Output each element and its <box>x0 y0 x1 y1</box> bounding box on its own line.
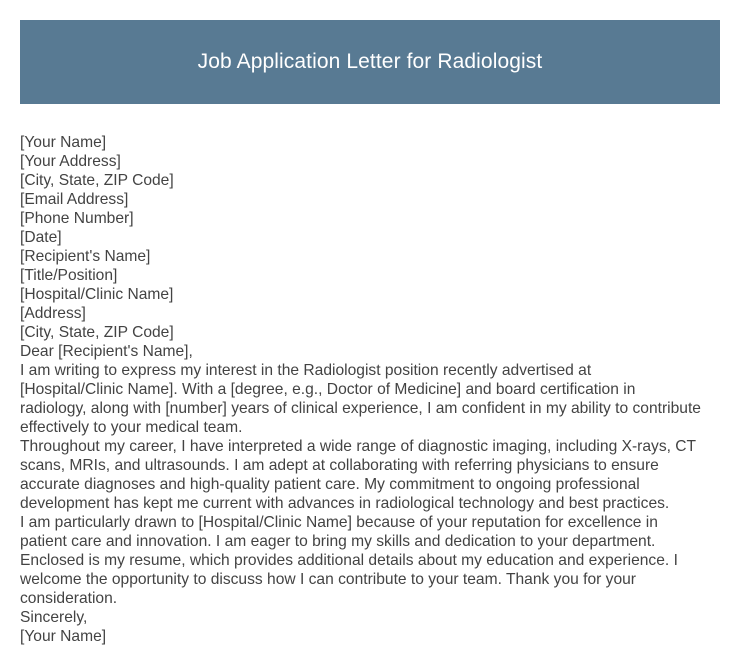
paragraph-experience <box>20 437 725 513</box>
recipient-address: [Address] <box>20 305 86 322</box>
letter-date: [Date] <box>20 229 62 246</box>
paragraph-line: I am writing to express my interest in the Radiologist position recently advertised at <box>20 362 592 379</box>
paragraph-line: welcome the opportunity to discuss how I can contribute to your team. Thank you for your <box>20 571 636 588</box>
recipient-city-state-zip: [City, State, ZIP Code] <box>20 324 174 341</box>
paragraph-line: patient care and innovation. I am eager to bring my skills and dedication to your department. <box>20 533 656 550</box>
paragraph-line: scans, MRIs, and ultrasounds. I am adept at collaborating with referring physicians to ensure <box>20 457 659 474</box>
page-title: Job Application Letter for Radiologist <box>197 50 543 73</box>
recipient-organization: [Hospital/Clinic Name] <box>20 286 174 303</box>
paragraph-line: effectively to your medical team. <box>20 419 243 436</box>
paragraph-line: accurate diagnoses and high-quality patient care. My commitment to ongoing professional <box>20 476 640 493</box>
salutation: Dear [Recipient's Name], <box>20 343 193 360</box>
title-banner <box>20 20 720 104</box>
paragraph-line: [Hospital/Clinic Name]. With a [degree, e.g., Doctor of Medicine] and board certification in <box>20 381 636 398</box>
paragraph-closing <box>20 551 725 608</box>
paragraph-line: Throughout my career, I have interpreted a wide range of diagnostic imaging, including X-rays, CT <box>20 438 697 455</box>
paragraph-introduction <box>20 361 725 437</box>
sender-address: [Your Address] <box>20 153 121 170</box>
sender-phone: [Phone Number] <box>20 210 134 227</box>
paragraph-line: radiology, along with [number] years of clinical experience, I am confident in my ability to contribute <box>20 400 701 417</box>
paragraph-line: I am particularly drawn to [Hospital/Clinic Name] because of your reputation for excellence in <box>20 514 658 531</box>
paragraph-line: Enclosed is my resume, which provides additional details about my education and experience. I <box>20 552 678 569</box>
sender-email: [Email Address] <box>20 191 129 208</box>
sender-name: [Your Name] <box>20 134 107 151</box>
paragraph-motivation <box>20 513 725 551</box>
letter-body <box>20 133 725 646</box>
recipient-name: [Recipient's Name] <box>20 248 151 265</box>
closing: Sincerely, <box>20 609 88 626</box>
paragraph-line: development has kept me current with advances in radiological technology and best practices. <box>20 495 670 512</box>
paragraph-line: consideration. <box>20 590 118 607</box>
signature: [Your Name] <box>20 628 107 645</box>
sender-city-state-zip: [City, State, ZIP Code] <box>20 172 174 189</box>
recipient-title: [Title/Position] <box>20 267 118 284</box>
